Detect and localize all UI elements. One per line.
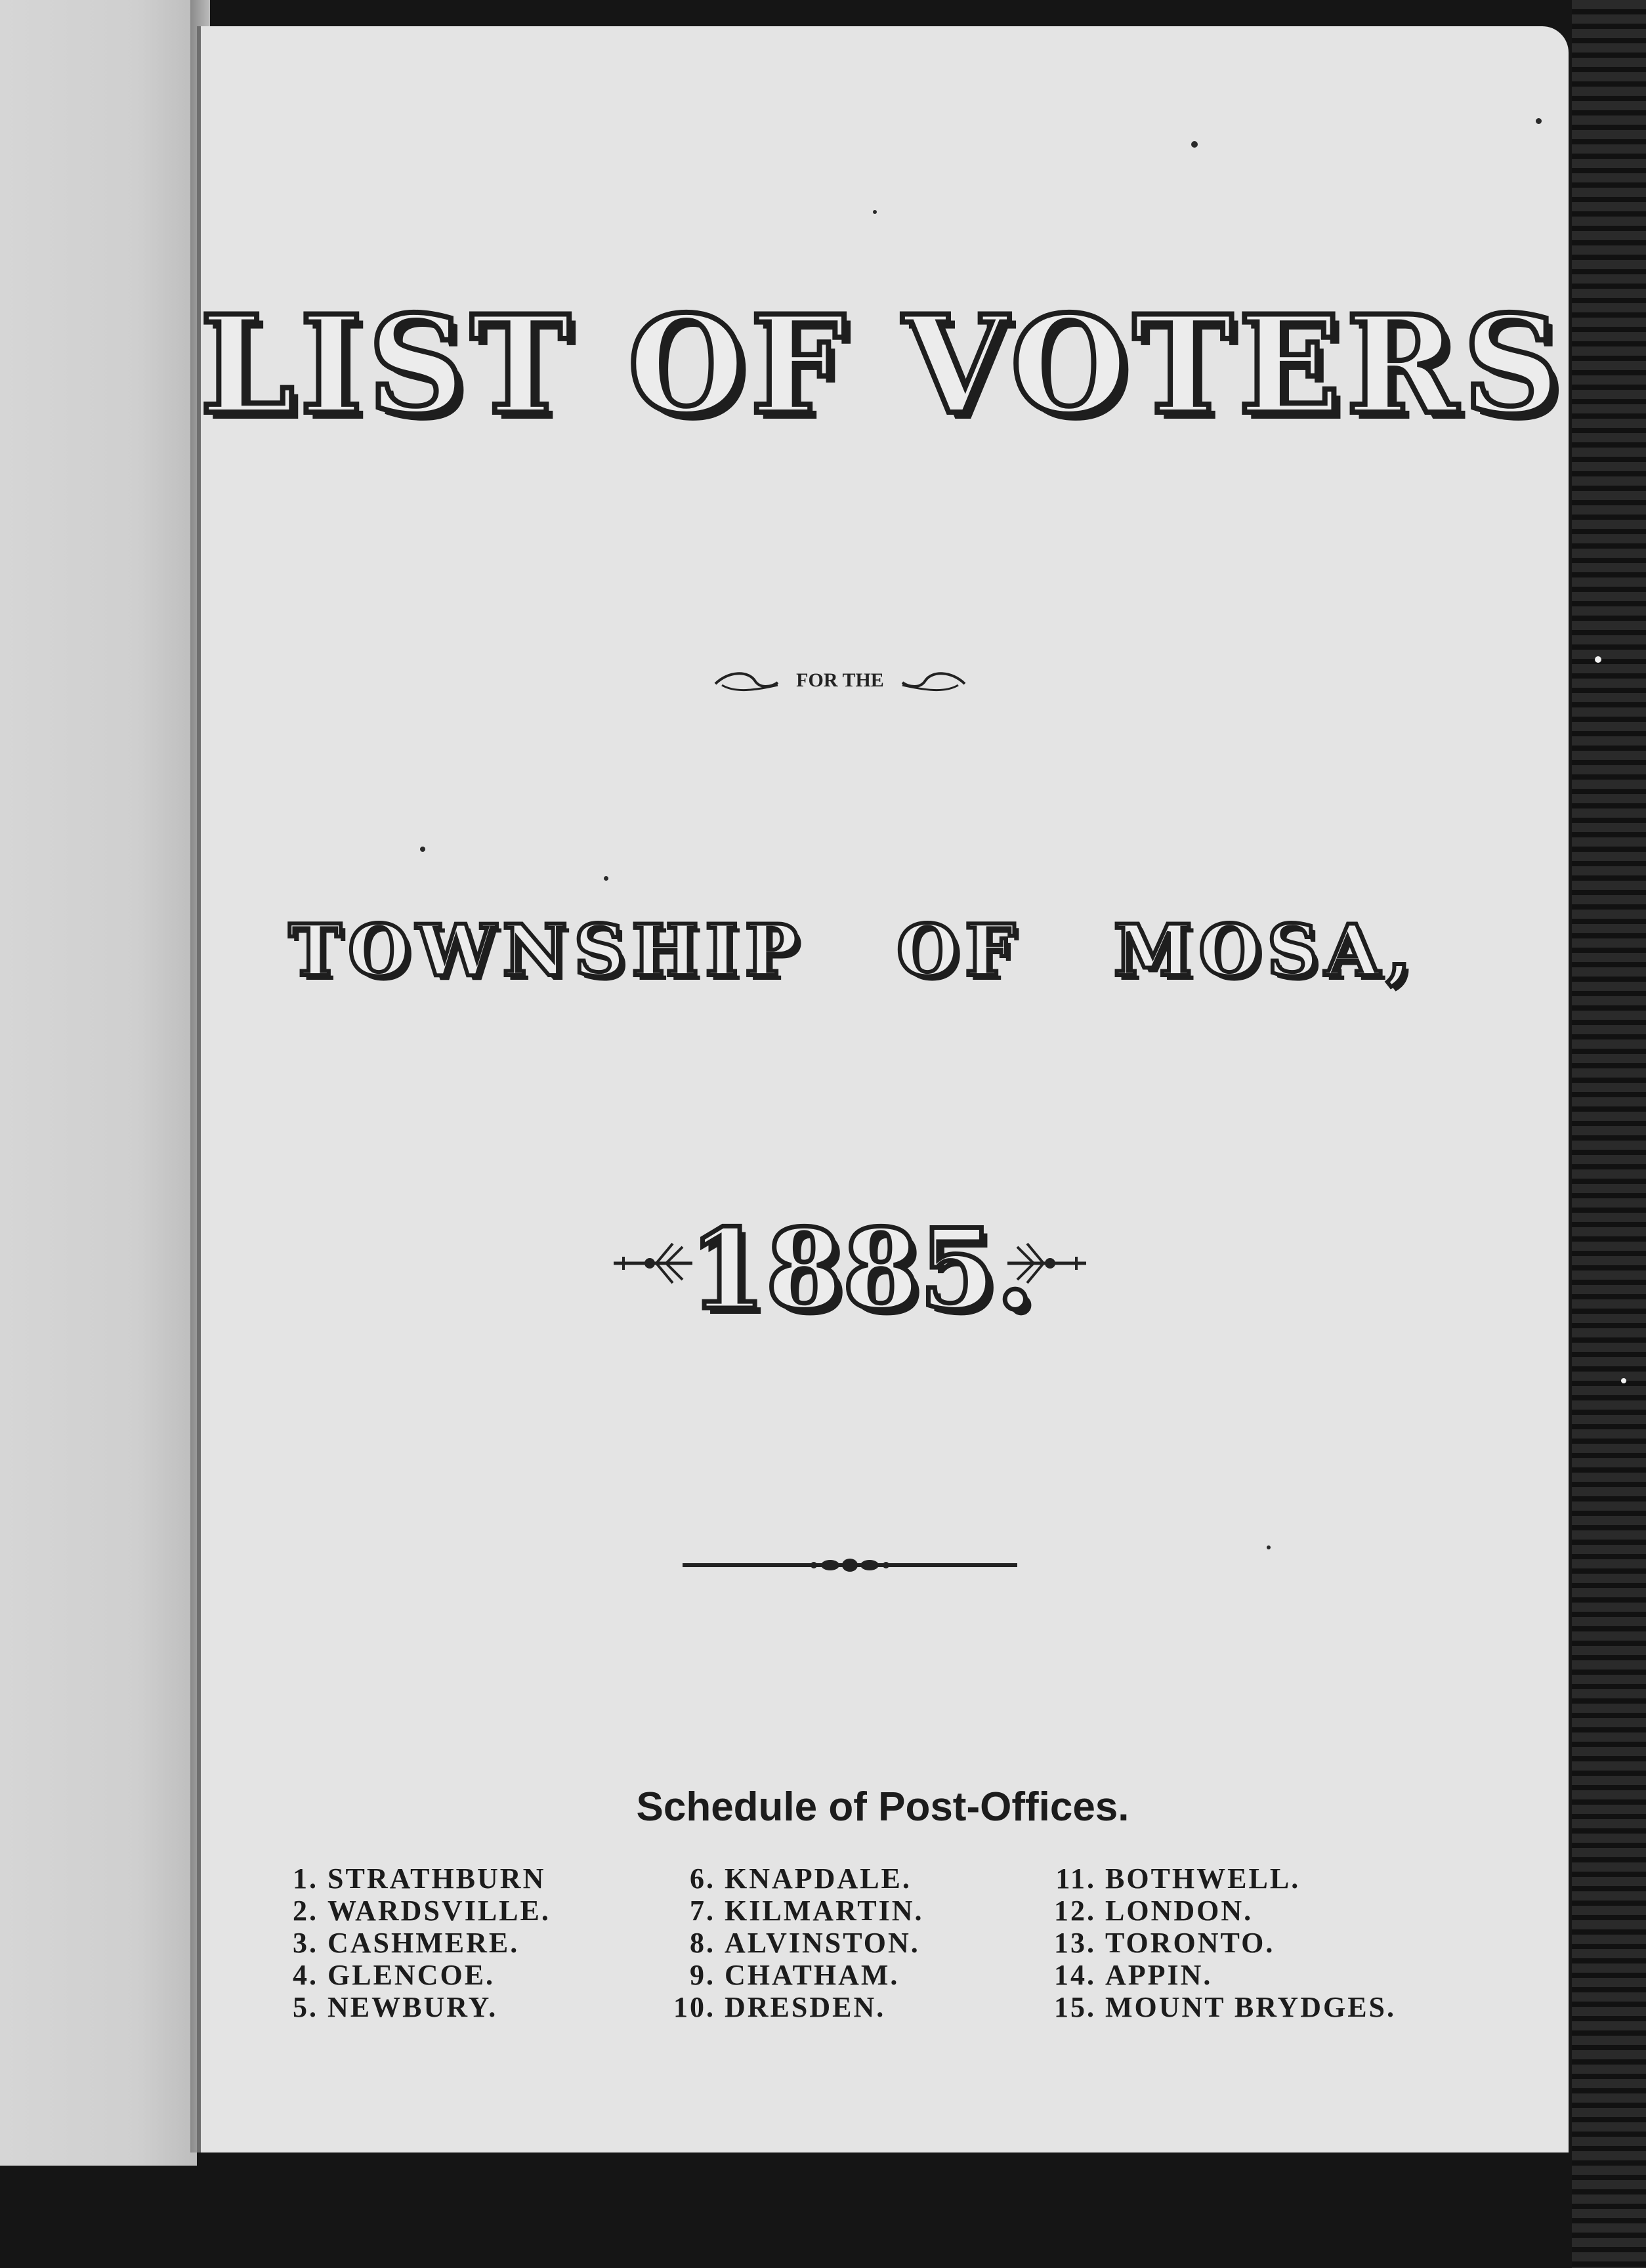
list-item: 2. WARDSVILLE.: [293, 1895, 551, 1927]
post-office-column: [1044, 1862, 1396, 2023]
list-item: 10. DRESDEN.: [673, 1991, 886, 2023]
list-item: 13. TORONTO.: [1054, 1927, 1275, 1959]
dust-speck: [1267, 1545, 1271, 1549]
dust-speck: [604, 876, 608, 881]
left-flourish-icon: [610, 1234, 696, 1293]
year: 1885.: [689, 1204, 1035, 1334]
list-item: 14. APPIN.: [1054, 1959, 1213, 1991]
list-item: 15. MOUNT BRYDGES.: [1054, 1991, 1397, 2023]
dust-speck: [1621, 1378, 1626, 1383]
of-word: OF: [897, 910, 1022, 992]
list-item: 9. CHATHAM.: [690, 1959, 900, 1991]
township-heading: [289, 910, 1418, 992]
year-block: [610, 1204, 1089, 1339]
list-item: 11. BOTHWELL.: [1055, 1862, 1301, 1895]
dust-speck: [873, 210, 877, 214]
township-word: TOWNSHIP: [289, 910, 805, 992]
list-item: 3. CASHMERE.: [293, 1927, 520, 1959]
dust-speck: [1595, 656, 1601, 663]
dust-speck: [420, 847, 425, 852]
list-item: 6. KNAPDALE.: [690, 1862, 912, 1895]
list-item: 8. ALVINSTON.: [690, 1927, 920, 1959]
list-item: 5. NEWBURY.: [293, 1991, 498, 2023]
post-office-column: [663, 1862, 923, 2023]
film-edge: [1572, 0, 1646, 2268]
for-the-ornament: [709, 664, 971, 697]
schedule-title: Schedule of Post-Offices.: [636, 1784, 1129, 1830]
dust-speck: [1191, 141, 1198, 148]
mosa-word: MOSA,: [1113, 910, 1418, 992]
list-item: 7. KILMARTIN.: [690, 1895, 924, 1927]
for-the-text: FOR THE: [796, 669, 884, 691]
previous-page-strip: [0, 0, 197, 2166]
list-item: 1. STRATHBURN: [293, 1862, 546, 1895]
list-item: 12. LONDON.: [1054, 1895, 1254, 1927]
post-office-column: [279, 1862, 551, 2023]
list-item: 4. GLENCOE.: [293, 1959, 496, 1991]
right-flourish-icon: [1004, 1234, 1089, 1293]
document-title: LIST OF VOTERS: [200, 287, 1566, 444]
ornamental-divider-icon: [683, 1552, 1017, 1578]
dust-speck: [1536, 118, 1542, 124]
